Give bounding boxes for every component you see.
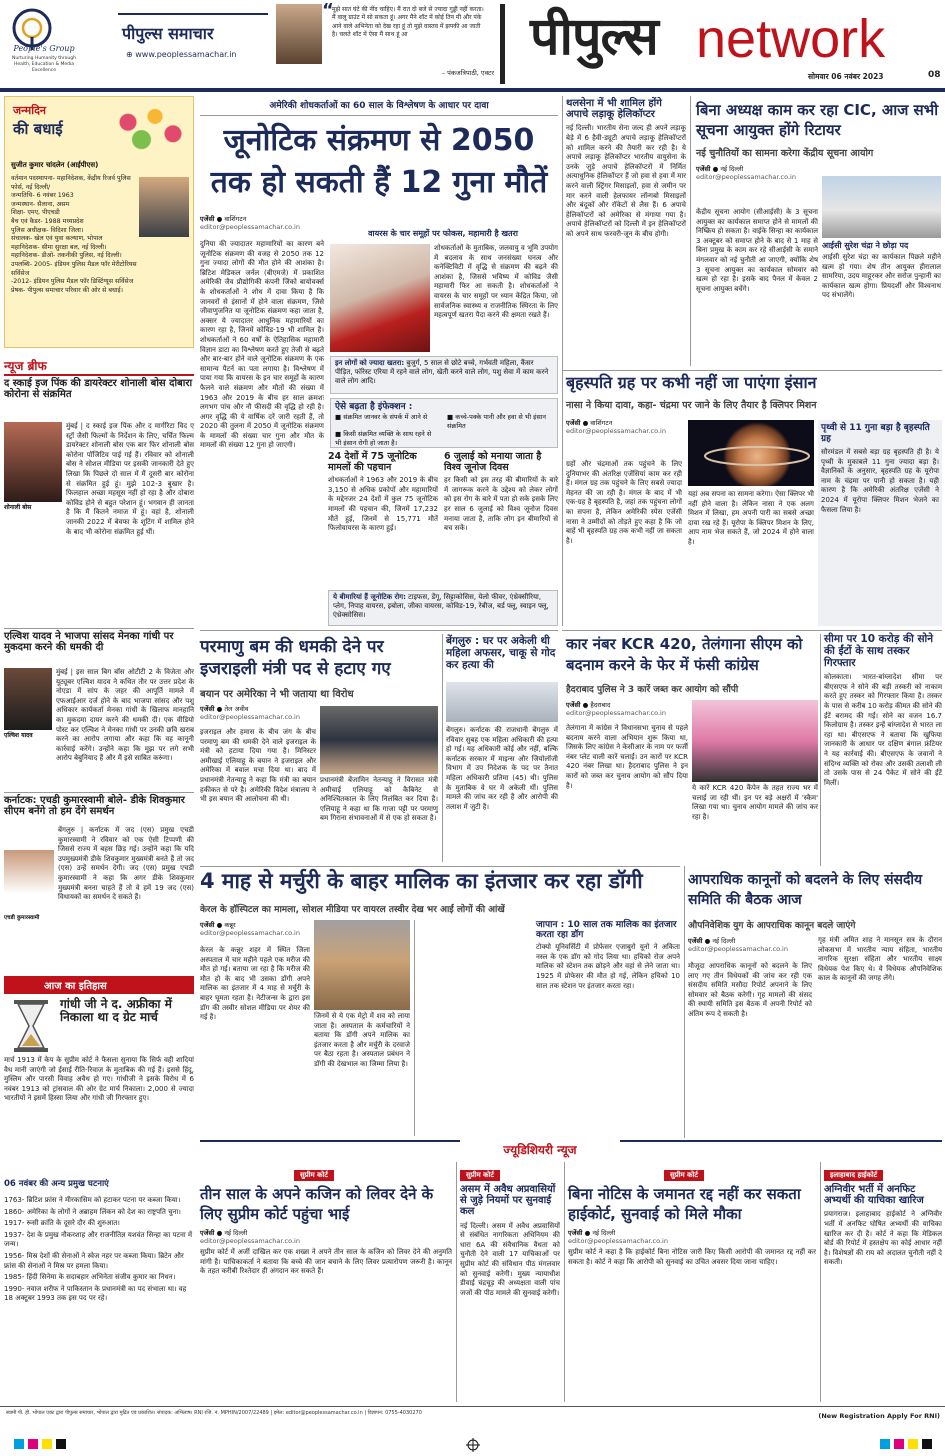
- callout-bullet: ■ कच्चे-पक्के पानी और हवा से भी इंसान संक्रमित: [447, 413, 547, 430]
- masthead-bar: [0, 88, 945, 92]
- birthday-line: संचालक- खेल एवं युवा कल्याण, भोपाल: [11, 235, 103, 243]
- rule: [562, 370, 942, 371]
- birthday-line: महानिदेशक- डीओ- तकनीकी पुलिस, नई दिल्ली।: [11, 252, 122, 260]
- kcr-body-2: ये कारें KCR 420 कैंपेन के तहत राज्य भर में चलाई जा रही थीं। इन पर बड़े अक्षरों में 'स्कैम' लिखा गया था। चुनाव आयोग मामले की जांच कर रहा है।: [692, 784, 818, 821]
- event-item: 1917- रूसी क्रांति के दूसरे दौर की शुरुआत।: [4, 1219, 120, 1228]
- birthday-line: जन्मस्थान- सैलाना, असम: [11, 200, 70, 208]
- lead-body-2: शोधकर्ताओं के मुताबिक, जलवायु व भूमि उपयोग में बदलाव के साथ जनसंख्या घनत्व और कनेक्टिविटी में वृद्धि से संक्रमण की बढ़ने की आशंका है, जिससे भविष्य में कोविड जैसी महामारी फिर आ सकती है। शोधकर्ताओं ने वायरस के चार समूहों पर ध्यान केंद्रित किया, जो सार्वजनिक स्वास्थ्य व राजनीतिक स्थिरता के लिए महत्वपूर्ण खतरा पैदा करने की क्षमता रखते हैं।: [434, 244, 558, 320]
- helicopter-headline: थलसेना में भी शामिल होंगे अपाचे लड़ाकू हेलिकॉप्टर: [566, 98, 662, 121]
- cic-photo-caption: [822, 240, 941, 368]
- color-registration-strip: [0, 1434, 945, 1453]
- jupiter-headline: बृहस्पति ग्रह पर कभी नहीं जा पाएंगा इंसान: [566, 373, 817, 392]
- court-tag: इलाहाबाद हाईकोर्ट: [824, 1170, 883, 1181]
- lead-callout-infection: [330, 398, 558, 448]
- birthday-line: -2012- इंडियन पुलिस मैडल फॉर डिस्टिंग्यूस सर्विसेज: [11, 278, 134, 286]
- event-item: 1990- नवाज शरीफ ने पाकिस्तान के प्रधानमंत्री का पद संभाला था। वह 18 अक्टूबर 1993 तक इस पद पर रहे।: [4, 1284, 187, 1303]
- kcr-body: तेलंगाना में कांग्रेस ने विधानसभा चुनाव से पहले बदनाम करने वाला अभियान शुरू किया था, जिसके लिए कांग्रेस ने केसीआर के नाम पर फर्जी नंबर प्लेट वाली कारें चलाईं। उन कारों पर KCR 420 नंबर लिखा था। हैदराबाद पुलिस ने इन कारों को जब्त कर चुनाव आयोग को सौंप दिया है।: [566, 724, 688, 790]
- footer-rule: [0, 1406, 945, 1407]
- judiciary-label: ज्यूडिशियरी न्यूज: [460, 1140, 620, 1160]
- birthday-box: [4, 96, 194, 348]
- criminal-subhead: औपनिवेशिक युग के आपराधिक कानून बदले जाएंगे: [688, 921, 856, 931]
- brand-site[interactable]: [126, 50, 276, 62]
- yellow-swatch: [908, 1439, 918, 1449]
- rule: [820, 634, 821, 866]
- gold-body: कोलकाता। भारत-बांग्लादेश सीमा पर बीएसएफ ने सोने की बड़ी तस्करी को नाकाम करते हुए तस्कर को गिरफ्तार किया है। तस्कर के पास से करीब 10 करोड़ कीमत की सोने की ईंटें बरामद की गईं। सोने का वजन 16.7 किलोग्राम है। तस्कर इन्हें बांग्लादेश से भारत ला रहा था। बीएसएफ ने बताया कि खुफिया जानकारी के आधार पर दक्षिण बंगाल फ्रंटियर ने यह कार्रवाई की। बीएसएफ के जवानों ने संदिग्ध व्यक्ति को रोका और उसकी तलाशी ली तो उसके पास से 24 पैकेट में सोने की ईंटें मिलीं।: [824, 673, 942, 787]
- black-swatch: [56, 1439, 66, 1449]
- helicopter-body: नई दिल्ली। भारतीय सेना जल्द ही अपने लड़ाकू बेड़े में 6 हैवी-ड्यूटी अपाचे लड़ाकू हेलिकॉप्टरों को शामिल करने की तैयारी कर रही है। ये अपाचे लड़ाकू हेलिकॉप्टर भारतीय वायुसेना के उनके जुड़े अपाचे हेलिकॉप्टरों में निर्मित अत्याधुनिक हेलिकॉप्टर हैं जो हवा से हवा में मार करने वाली स्ट्रिंगर मिसाइलों, हवा से जमीन पर मार करने वाली हेलफायर लॉन्गबो मिसाइलों और बंदूकों और रॉकेटों से लैस हैं। 6 अपाचे हेलिकॉप्टरों को अमेरिका से मंगाया गया है। अपाचे हेलिकॉप्टरों को दिल्ली में इन हेलिकॉप्टरों को अपने साथ फरवरी-जून के बीच होगी।: [566, 124, 686, 238]
- sidebar-body: सौरमंडल में सबसे बड़ा ग्रह बृहस्पति ही है। ये पृथ्वी के मुकाबले 11 गुना ज्यादा बड़ा है। वैज्ञानिकों के अनुसार, बृहस्पति ग्रह के यूरोपा नाम के चंद्रमा पर पानी हो सकता है। यही कारण है कि अमेरिकी अंतरिक्ष एजेंसी ने 2024 में यूरोपा क्लिपर मिशन भेजने का फैसला लिया है।: [821, 448, 939, 514]
- history-label-bar: [4, 976, 194, 994]
- group-name: People's Group: [13, 44, 75, 53]
- lead-body-1: दुनिया की ज्यादातर महामारियों का कारण बने जूनोटिक संक्रमण की वजह से 2050 तक 12 गुना ज्यादा लोगों की मौत होने की आशंका है। ब्रिटिश मेडिकल जर्नल (बीएमजे) में प्रकाशित अमेरिकी जैव प्रौद्योगिकी कंपनी जिंको बायोवर्क्स के शोधकर्ताओं ने शोध में दावा किया है कि जानवरों से इंसानों में होने वाला संक्रमण, जिसे जीवाणुजनित या जूनोटिक संक्रमण कहा जाता है, अक्सर ये ज्यादातर आधुनिक महामारियों का कारण रहा है, जिनमें कोविड-19 भी शामिल है। शोधकर्ताओं ने 60 वर्षों के ऐतिहासिक महामारी विज्ञान डाटा का विश्लेषण करते हुए तेजी से बढ़ते और बार-बार होने वाले जूनोटिक संक्रमण के एक सामान्य पैटर्न का पता लगाया है। विश्लेषण में पाया गया कि वायरस के इन चार समूहों के कारण फैलने वाले संक्रमण और मौतों की संख्या में 1963 और 2019 के बीच हर साल क्रमशः लगभग पांच और नौ फीसदी की वृद्धि हो रही है। अगर वृद्धि की ये वार्षिक दरें जारी रहती हैं, तो 2020 की तुलना में 2050 में जूनोटिक संक्रमण के मामलों की संख्या चार गुना और मौत के मामलों की संख्या 12 गुना हो जाएगी।: [200, 240, 324, 450]
- callout-bullet: ■ किसी संक्रमित व्यक्ति के साथ रहने से भी इंसान रोगी हो जाता है।: [335, 430, 432, 447]
- judiciary-headline: तीन साल के अपने कजिन को लिवर देने के लिए सुप्रीम कोर्ट पहुंचा भाई: [200, 1185, 434, 1223]
- kcr-headline: कार नंबर KCR 420, तेलंगाना सीएम को बदनाम करने के फेर में फंसी कांग्रेस: [566, 635, 803, 674]
- jupiter-sidebar: [818, 420, 942, 626]
- masthead-divider: [500, 4, 505, 84]
- sub-headline: 6 जुलाई को मनाया जाता है विश्व जूनोज दिवस: [444, 451, 542, 473]
- rule: [4, 792, 194, 793]
- brief-photo: [4, 850, 54, 912]
- nuclear-photo: [320, 706, 438, 774]
- jupiter-subhead: नासा ने किया दावा, कहा- चंद्रमा पर जाने के लिए तैयार है क्लिपर मिशन: [566, 400, 817, 411]
- kcr-subhead: हैदराबाद पुलिस ने 3 कारें जब्त कर आयोग को सौंपी: [566, 685, 739, 695]
- lead-sub-2: [444, 452, 558, 588]
- byline-email[interactable]: editor@peoplessamachar.co.in: [566, 709, 666, 717]
- history-box: [4, 996, 194, 1401]
- site-url[interactable]: www.peoplessamachar.in: [135, 50, 237, 59]
- byline-email[interactable]: editor@peoplessamachar.co.in: [568, 1237, 668, 1245]
- lead-photo-label: वायरस के चार समूहों पर फोकस, महामारी है खतरा: [368, 229, 518, 238]
- news-brief-header: [4, 354, 194, 376]
- callout-head: ऐसे बढ़ता है इंफेक्शन :: [335, 402, 413, 412]
- birthday-line: वर्तमान पदस्थापना- महानिदेशक, केंद्रीय रिजर्व पुलिस फोर्स, नई दिल्ली/: [11, 175, 131, 191]
- brief-photo: [4, 668, 52, 730]
- judiciary-body: सुप्रीम कोर्ट ने कहा है कि हाईकोर्ट बिना नोटिस जारी किए किसी आरोपी की जमानत रद्द नहीं कर सकता है। कोर्ट ने कहा कि आरोपी को सुनवाई का उचित अवसर दिया जाना चाहिए।: [568, 1248, 816, 1266]
- dog-byline: एजेंसी ● कन्नूर editor@peoplessamachar.co.in: [200, 920, 310, 942]
- event-item: 1956- मिस्र देशों की सेनाओं ने स्वेज नहर पर कब्जा किया। ब्रिटेन और फ्रांस की सेनाओं ने मिस्र पर हमला किया।: [4, 1251, 184, 1270]
- birthday-line: बैच एवं कैडर- 1988 मध्यप्रदेश: [11, 217, 84, 225]
- cyan-swatch: [880, 1439, 890, 1449]
- disease-list: टाइफस, डेंगू, सिट्टाकोसिस, येलो फीवर, एंथ्रेक्सीरिया, प्लेग, निपाह वायरस, इबोला, जीका वायरस, कोविड-19, रेबीज, बर्ड फ्लू, स्वाइन फ्लू, एंथ्रेक्सोसिस।: [333, 593, 549, 619]
- brief-item-2: [4, 628, 194, 792]
- history-label: आज का इतिहास: [44, 981, 107, 992]
- history-body: मार्च 1913 में केप के सुप्रीम कोर्ट ने फैसला सुनाया कि सिर्फ वही शादियां वैध मानी जाएंगी जो ईसाई रीति-रिवाज के मुताबिक की गई हैं। इससे हिंदू, मुस्लिम और पारसी विवाह अवैध हो गए। गांधीजी ने इसके विरोध में 6 नवंबर 1913 को ट्रांसवाल की ओर ग्रेट मार्च निकाला। 2,000 से ज्यादा भारतीयों ने इसमें हिस्सा लिया और गांधी जी गिरफ्तार हुए।: [4, 1056, 194, 1103]
- criminal-byline: एजेंसी ● नई दिल्ली editor@peoplessamachar.co.in: [688, 936, 812, 958]
- jupiter-photo: [688, 420, 814, 486]
- web-icon: ⊕: [126, 50, 133, 59]
- birthday-line: महानिदेशक- सीमा सुरक्षा बल, नई दिल्ली।: [11, 243, 107, 251]
- lead-photo-lab: [330, 244, 430, 352]
- japan-dog-story: [536, 920, 680, 1136]
- byline-email[interactable]: editor@peoplessamachar.co.in: [566, 427, 666, 435]
- issue-date: सोमवार 06 नवंबर 2023: [808, 72, 884, 81]
- lead-callout-risk: [330, 356, 558, 394]
- nuclear-body-1: इजराइल और हमास के बीच जंग के बीच परमाणु बम की धमकी देने वाले इजराइल के मंत्री को हटाया दिया गया है। मिनिस्टर अमीखाई एलियाहू के बयान ने इजराइल और अमेरिका में बवाल मचा दिया था। बाद में प्रधानमंत्री नेतन्याहू ने कहा कि मंत्री का बयान हकीकत से परे है। अमेरिकी विदेश मंत्रालय ने भी इस बयान की आलोचना की थी।: [200, 728, 316, 804]
- event-item: 1763- ब्रिटिश फ्रांस ने मीरकासिम को हटाकर पटना पर कब्जा किया।: [4, 1196, 181, 1204]
- brief-body-a: मुंबई | द स्काई इज पिंक और द मार्गरिटा विद ए स्ट्रॉ जैसी फिल्मों के निर्देशन के लिए, चर्चित फिल्म डायरेक्टर शोनाली बोस एक बार फिर शोनाली बोस कोरोना पॉजिटिव पाई गई हैं। रविवार को शोनाली बोस ने सोशल मीडिया पर इसकी जानकारी देते हुए लिखा कि पिछले दो साल में मैं दूसरी बार कोरोना से संक्रमित हुई हूं। मुझे 102-3 बुखार है। फिलहाल अच्छा महसूस नहीं हो रहा है और दोबारा कोविड होने से बहुत परेशान हूं। भगवान ही जानता है कि मैं कितने नमाज में हूं। वहां है, शोनाली जानकी 2022 में बेवफा के शूटिंग में शामिल होने के बाद भी कोरोना संक्रमित हुई थीं।: [66, 422, 194, 536]
- black-swatch: [922, 1439, 932, 1449]
- criminal-headline: आपराधिक कानूनों को बदलने के लिए संसदीय समिति की बैठक आज: [688, 872, 923, 908]
- bengaluru-story: [446, 636, 558, 864]
- birthday-photo: [139, 177, 189, 237]
- byline-email[interactable]: editor@peoplessamachar.co.in: [696, 173, 796, 181]
- birthday-details: [11, 175, 137, 345]
- rule: [690, 96, 691, 366]
- callout-bullet: ■ संक्रमित जानवर के संपर्क में आने से: [335, 413, 428, 421]
- caption-body: आईसी सुरेश चंद्रा का कार्यकाल पिछले महीने खत्म हो गया। शेष तीन आयुक्त हीरालाल सामरिया, उदय माहूरकर और सरोज पुन्हानी का कार्यकाल खत्म होगा। प्रियदर्शी और विश्वनाथ पद संभालेंगे।: [822, 253, 941, 300]
- nuclear-body-2: प्रधानमंत्री बेंजामिन नेतन्याहू ने विरासत मंत्री अमीचाई एलियाहू को कैबिनेट से अनिश्चितकाल के लिए निलंबित कर दिया है। एलियाहू ने कहा था कि गाजा पट्टी पर परमाणु बम गिराना संभावनाओं में से एक हो सकता है।: [320, 776, 438, 823]
- court-tag: सुप्रीम कोर्ट: [460, 1170, 500, 1181]
- cic-byline: एजेंसी ● नई दिल्ली editor@peoplessamachar.co.in: [696, 164, 816, 186]
- rule: [200, 630, 558, 631]
- rule: [564, 1162, 565, 1402]
- bengaluru-photo: [446, 682, 558, 722]
- birthday-line: शिक्षा- एमए, पीएचडी: [11, 209, 60, 217]
- masthead: [0, 0, 945, 88]
- quote-mark-icon: “: [322, 0, 334, 21]
- kcr-photo: [692, 700, 818, 782]
- dog-body-1: केरल के कन्नूर शहर में स्थित जिला अस्पताल में चार महीने पहले एक मरीज की मौत हो गई। बताया जा रहा है कि मरीज की मौत हो के बाद भी उसका डॉगी अपने मालिक का इंतजार में 4 माह से मर्चुरी के बाहर घूमता रहता है। नेटीजन्स के द्वारा इस डॉग की तस्वीर सोशल मीडिया पर शेयर की गई है।: [200, 946, 310, 1022]
- byline-email[interactable]: editor@peoplessamachar.co.in: [200, 713, 300, 721]
- brief-body: मुंबई | इस साल बिग बॉस ओटीटी 2 के विजेता और यूट्यूबर एल्विश यादव ने कथित तौर पर उत्तर प्रदेश के नोएडा में सांप के जहर की आपूर्ति मामले में एफआईआर दर्ज होने के बाद भाजपा सांसद और पशु अधिकार कार्यकर्ता मेनका गांधी के खिलाफ मानहानि का मुकदमा दायर करने की धमकी दी। एक वीडियो पोस्ट कर एल्विश ने मेनका गांधी पर उनकी छवि खराब करने का आरोप लगाया और कहा कि वह कानूनी कार्रवाई करेंगे। उन्होंने कहा कि मुझ पर लगे सभी आरोप बेबुनियाद हैं और मैं इसे साबित करूंगा।: [56, 668, 194, 763]
- judiciary-body: प्रयागराज। इलाहाबाद हाईकोर्ट ने अग्निवीर भर्ती में अनफिट घोषित अभ्यर्थी की याचिका खारिज कर दी है। कोर्ट ने कहा कि मेडिकल बोर्ड की रिपोर्ट में हस्तक्षेप का कोई आधार नहीं है। विशेषज्ञों की राय को अदालत चुनौती नहीं दे सकती।: [824, 1210, 942, 1267]
- history-headline: गांधी जी ने द. अफ्रीका में निकाला था द ग्रेट मार्च: [60, 997, 172, 1025]
- brand-name: पीपुल्स समाचार: [122, 24, 214, 43]
- callout-text: बुजुर्ग, 5 साल से छोटे बच्चे, गर्भवती महिला, कैंसर पीड़ित, फॉरेस्ट एरिया में रहने वाले लोग, खेती करने वाले लोग, पशु सेवा में काम करने वाले लोग आदि।: [335, 359, 549, 385]
- judiciary-body: सुप्रीम कोर्ट में अजीं दाखिल कर एक शख्स ने अपने तीन साल के कजिन को लिवर देने की अनुमति मांगी है। याचिकाकर्ता ने बताया कि बच्चे की जान बचाने के लिए लिवर प्रत्यारोपण जरूरी है। कानून के तहत करीबी रिश्तेदार ही अंगदान कर सकते हैं।: [200, 1248, 452, 1276]
- cic-photo: [822, 176, 941, 238]
- brief-item-1: [4, 378, 194, 628]
- news-brief-label: न्यूज ब्रीफ: [4, 359, 47, 373]
- hourglass-icon: [6, 998, 56, 1054]
- birthday-name: सुजीत कुमार चांदलेन (आईपीएस): [11, 161, 99, 169]
- bengaluru-body: बेंगलुरु। कर्नाटक की राजधानी बेंगलुरु में रविवार सुबह एक महिला अधिकारी की हत्या हो गई। यह अधिकारी कोई और नहीं, बल्कि कर्नाटक सरकार में माइन्स और जियोलॉजी विभाग में उप निदेशक के पद पर तैनात महिला अधिकारी प्रतिमा (45) थी। पुलिस के मुताबिक वे घर में अकेली थीं। पुलिस मामले की जांच कर रही है और आरोपी की तलाश में जुटी है।: [446, 726, 558, 811]
- dog-photo: [314, 920, 410, 1010]
- disease-list-box: [328, 590, 558, 626]
- rule: [200, 866, 680, 867]
- judiciary-item-4: [824, 1162, 942, 1402]
- sidebar-head: पृथ्वी से 11 गुना बड़ा है बृहस्पति ग्रह: [821, 423, 930, 444]
- footer-text: स्वामी पी. ही. भोपाल एक्ट द्वारा पीपुल्स समाचार, भोपाल द्वारा मुद्रित एवं प्रकाशित। संपादक: अभिलाष। RNI रजि. नं. MPHIN/2007/22489 | इमेल: editor@peoplessamachar.co.in | विज्ञापन: 0755-4030270: [6, 1410, 422, 1416]
- japan-headline: जापान : 10 साल तक मालिक का इंतजार करता रहा डॉग: [536, 920, 677, 941]
- quote-author-photo: [276, 4, 322, 64]
- brief-headline: द स्काई इज पिंक की डायरेक्टर शोनाली बोस दोबारा कोरोना से संक्रमित: [4, 378, 193, 401]
- brand-rule: [118, 13, 268, 15]
- sub-body: शोधकर्ताओं ने 1963 और 2019 के बीच 3,150 से अधिक प्रकोपों और महामारियों के मद्देनजर 24 देशों में कुल 75 जूनोटिक मामलों की पहचान की, जिनमें 17,232 मौतें हुई, जिनमें से 15,771 मौतें फिलोवायरस के कारण हुई।: [328, 476, 438, 533]
- brief-headline: कर्नाटक: एचडी कुमारस्वामी बोले- डीके शिवकुमार सीएम बनेंगे तो हम देंगे समर्थन: [4, 795, 185, 818]
- judiciary-body: नई दिल्ली। असम में अवैध अप्रवासियों से संबंधित नागरिकता अधिनियम की धारा 6A की संवैधानिक वैधता को चुनौती देने वाली 17 याचिकाओं पर सुप्रीम कोर्ट की संविधान पीठ मंगलवार को सुनवाई करेगी। मुख्य न्यायाधीश डीवाई चंद्रचूड़ की अध्यक्षता वाली पांच जजों की पीठ मामले की सुनवाई करेगी।: [460, 1221, 560, 1297]
- japan-body: टोक्यो यूनिवर्सिटी में प्रोफेसर एजाबुरो यूनो ने अकिता नस्ल के एक डॉग को गोद लिया था। हचिको रोज अपने मालिक को स्टेशन तक छोड़ने और वहां से लेने जाता था। 1925 में प्रोफेसर की मौत हो गई, लेकिन हचिको 10 साल तक स्टेशन पर इंतजार करता रहा।: [536, 943, 680, 990]
- registration-mark-icon: [466, 1437, 480, 1451]
- birthday-line: प्रेषक- पीपुल्स समाचार परिवार की ओर से बधाई।: [11, 286, 123, 294]
- byline-email[interactable]: editor@peoplessamachar.co.in: [200, 1237, 300, 1245]
- brief-photo: [4, 422, 62, 502]
- event-item: 1860- अमेरिका के लोगों ने अब्राहम लिंकन को देश का राष्ट्रपति चुना।: [4, 1207, 181, 1216]
- location-pin-icon: ●: [216, 215, 223, 223]
- lead-sub-1: [328, 452, 438, 588]
- gold-headline: सीमा पर 10 करोड़ की सोने की ईंटों के साथ तस्कर गिरफ्तार: [824, 633, 934, 669]
- lead-kicker: [200, 98, 558, 116]
- birthday-line: उपलब्धि- 2005- इंडियन पुलिस मैडल फॉर मेरीटोरियस सर्विसेज: [11, 260, 137, 277]
- bengaluru-headline: बेंगलुरु : घर पर अकेली थी महिला अफसर, चाकू से गोद कर हत्या की: [446, 635, 556, 671]
- planet-ring-icon: [688, 420, 814, 486]
- judiciary-item-3: सुप्रीम कोर्ट बिना नोटिस के जमानत रद्द नहीं कर सकता हाईकोर्ट, सुनवाई को मिले मौका एजेंसी ● नई दिल्ली editor@peoplessamachar.co.in सुप्रीम कोर्ट ने कहा है कि हाईकोर्ट बिना नोटिस जारी किए किसी आरोपी की जमानत रद्द नहीं कर सकता है। कोर्ट ने कहा कि आरोपी को सुनवाई का उचित अवसर दिया जाना चाहिए।: [568, 1171, 816, 1266]
- cic-subhead: नई चुनौतियों का सामना करेगा केंद्रीय सूचना आयोग: [696, 148, 874, 159]
- footer-rni: (New Registration Apply For RNI): [818, 1412, 940, 1420]
- brief-photo-caption: एल्विश यादव: [4, 732, 33, 739]
- judiciary-headline: बिना नोटिस के जमानत रद्द नहीं कर सकता हाईकोर्ट, सुनवाई को मिले मौका: [568, 1185, 801, 1223]
- dateline: वाशिंगटन: [224, 215, 247, 223]
- rule: [442, 634, 443, 862]
- court-tag: सुप्रीम कोर्ट: [294, 1170, 334, 1181]
- rule: [562, 96, 563, 626]
- sub-headline: 24 देशों में 75 जूनोटिक मामलों की पहचान: [328, 451, 417, 473]
- sub-body: हर किसी को इस तरह की बीमारियों के बारे में जागरूक करने के उद्देश्य को लेकर लोगों को इस रोग के बारे में पता हो सके इसके लिए हर साल 6 जुलाई को विश्व जूनोज दिवस मनाया जाता है, ताकि लोग इन बीमारियों से बच सकें।: [444, 476, 558, 533]
- criminal-body-1: मौजूदा आपराधिक कानूनों को बदलने के लिए लाए गए तीन विधेयकों की जांच कर रही एक संसदीय समिति मसौदा रिपोर्ट अपनाने के लिए सोमवार को बैठक करेगी। गृह मामलों की संसद की स्थायी समिति इस बैठक में अपनी रिपोर्ट को अंतिम रूप दे सकती है।: [688, 962, 812, 1018]
- cyan-swatch: [14, 1439, 24, 1449]
- rule: [4, 628, 194, 629]
- jupiter-byline: एजेंसी ● वाशिंगटन editor@peoplessamachar.co.in: [566, 418, 686, 440]
- group-tagline: Nurturing Humanity through Health, Education & Media Excellence: [12, 56, 76, 73]
- judiciary-headline: असम में अवैध अप्रवासियों से जुड़े नियमों पर सुनवाई कल: [460, 1184, 556, 1218]
- rule: [562, 630, 942, 631]
- callout-head: इन लोगों को ज्यादा खतरा:: [335, 359, 405, 367]
- criminal-body-2: गृह मंत्री अमित शाह ने मानसून सत्र के दौरान लोकसभा में भारतीय न्याय संहिता, भारतीय नागरिक सुरक्षा संहिता और भारतीय साक्ष्य विधेयक पेश किए थे। ये विधेयक औपनिवेशिक काल के कानूनों की जगह लेंगे।: [818, 936, 942, 983]
- cic-headline: बिना अध्यक्ष काम कर रहा CIC, आज सभी सूचना आयुक्त होंगे रिटायर: [696, 101, 939, 139]
- lead-byline: [200, 214, 324, 236]
- dog-body-2: जिनमें से ये एक मेट्रो में शव को लाया जाता है। अस्पताल के कर्मचारियों ने बताया कि डॉगी अपने मालिक का इंतजार करता है और मर्चुरी के दरवाजे पर बैठा रहता है। अस्पताल प्रबंधन ने डॉगी की देखभाल का जिम्मा लिया है।: [314, 1012, 410, 1068]
- birthday-line: जन्मतिथि- 6 नवंबर 1963: [11, 192, 74, 200]
- kcr-byline: एजेंसी ● हैदराबाद editor@peoplessamachar.co.in: [566, 700, 686, 722]
- quote-text: मुझे सात घंटे की नींद चाहिए। मैं रात दो बजे से ज्यादा गुड्डी नहीं करता। मैं वालू ग्राउंट में सो सकता हूं। अगर मैंने शॉट में कोई तिन मी और पंके आने वाले अभिनेता को देख रहा हूं तो मुझे वास्तव में झपकी आ जाती है। चलते शॉट में ऐसा मैं साथ हूं आ: [332, 6, 484, 38]
- birthday-line: पुलिस अधीक्षक- विदिशा जिला।: [11, 226, 84, 234]
- brief-photo-caption: शोनाली बोस: [4, 504, 32, 511]
- nuclear-byline: एजेंसी ● तेल अवीव editor@peoplessamachar.co.in: [200, 704, 316, 726]
- birthday-head1: जन्मदिन: [13, 104, 47, 117]
- judiciary-headline: अग्निवीर भर्ती में अनफिट अभ्यर्थी की याचिका खारिज: [824, 1184, 924, 1207]
- byline-email[interactable]: editor@peoplessamachar.co.in: [200, 223, 300, 231]
- dog-subhead: केरल के हॉस्पिटल का मामला, सोशल मीडिया पर वायरल तस्वीर देख भर आईं लोगों की आंखें: [200, 905, 505, 915]
- judiciary-item-1: सुप्रीम कोर्ट तीन साल के अपने कजिन को लिवर देने के लिए सुप्रीम कोर्ट पहुंचा भाई एजेंसी ● नई दिल्ली editor@peoplessamachar.co.in सुप्रीम कोर्ट में अजीं दाखिल कर एक शख्स ने अपने तीन साल के कजिन को लिवर देने की अनुमति मांगी है। याचिकाकर्ता ने बताया कि बच्चे की जान बचाने के लिए लिवर प्रत्यारोपण जरूरी है। कानून के तहत करीबी रिश्तेदार ही अंगदान कर सकते हैं।: [200, 1171, 452, 1276]
- event-item: 1937- देश के प्रमुख नौकरशाह और राजनीतिज्ञ यशवंत सिन्हा का पटना में जन्म।: [4, 1230, 193, 1249]
- rule: [820, 1162, 821, 1402]
- jupiter-body-2: यहां अब सपना का सामना करेगा। ऐसा क्लिपर भी नहीं होने वाला है। लेकिन नासा ने एक अलग मिशन में लिखा, हम अपनी पारी का सबसे अच्छा दावा रख रहे हैं। यूरोपा के क्लिपर मिशन के लिए, आप नाम भेज सकते हैं, जो 2024 में होने वाला है।: [688, 490, 814, 546]
- jupiter-body: ग्रहों और चंद्रमाओं तक पहुंचने के लिए दुनियाभर की अंतरिक्ष एजेंसियां काम कर रही हैं। मंगल ग्रह तक पहुंचने के लिए सबसे ज्यादा मेहनत की जा रही है। मंगल के बाद में भी एक-ग्रह है बृहस्पति है, जहां तक पहुंचना लोगों का सपना है, लेकिन अमेरिकी स्पेस एजेंसी नासा ने उम्मीदों को तोड़ते हुए कहा है कि जो बाहें भी बृहस्पति ग्रह तक कभी नहीं जा सकता है।: [566, 460, 682, 545]
- nuclear-headline: परमाणु बम की धमकी देने पर इजराइली मंत्री पद से हटाए गए: [200, 637, 391, 679]
- cic-body: केंद्रीय सूचना आयोग (सीआईसी) के 3 सूचना आयुक्त का कार्यकाल समाप्त होने से मामलों की निष्क्रिय हो सकता है। वाईके सिन्हा का कार्यकाल 3 अक्टूबर को समाप्त होने के बाद से 1 माह से बिना प्रमुख के काम कर रहे सीआईसी के समाने मंगलवार को नई चुनौती आ जाएगी, क्योंकि शेष 3 सूचना आयुक्त का कार्यकाल सोमवार को खत्म हो रहा है। इसके बाद पैनल में केवल 2 सूचना आयुक्त बचेंगे।: [696, 208, 818, 293]
- flowers-decoration: [101, 99, 191, 157]
- yellow-swatch: [42, 1439, 52, 1449]
- title-network: network: [696, 9, 886, 69]
- helicopter-story: [566, 98, 686, 368]
- dog-body-3: [414, 920, 532, 1136]
- brief-body: बेंगलुरु | कर्नाटक में जद (एस) प्रमुख एचडी कुमारस्वामी ने रविवार को एक ऐसी टिप्पणी की जिससे राज्य में बहस छिड़ गई। उन्होंने कहा कि यदि उपमुख्यमंत्री डीके शिवकुमार मुख्यमंत्री बनते हैं तो जद (एस) उन्हें समर्थन देगी। जद (एस) प्रमुख एचडी कुमारस्वामी ने कहा कि अगर डीके शिवकुमार मुख्यमंत्री बनना चाहते हैं तो वे हमें 19 जद (एस) विधायकों का समर्थन दे सकते हैं।: [58, 826, 194, 902]
- title-hindi: पीपुल्स: [530, 7, 658, 67]
- history-events: [4, 1196, 194, 1401]
- judiciary-item-2: [460, 1162, 560, 1402]
- byline-email[interactable]: editor@peoplessamachar.co.in: [688, 945, 788, 953]
- brief-headline: एल्विश यादव ने भाजपा सांसद मेनका गांधी पर मुकदमा करने की धमकी दी: [4, 631, 174, 654]
- quote-author: – पंकजत्रिपाठी, एक्टर: [441, 69, 494, 77]
- rule: [456, 1162, 457, 1402]
- gold-story: [824, 634, 942, 866]
- court-tag: सुप्रीम कोर्ट: [664, 1170, 704, 1181]
- page-number: 08: [928, 70, 941, 80]
- agency: एजेंसी: [200, 215, 215, 223]
- brief-photo-caption: एचडी कुमारस्वामी: [4, 915, 40, 921]
- lead-headline: जूनोटिक संक्रमण से 2050 तक हो सकती हैं 12 गुना मौतें: [210, 123, 548, 200]
- brief-item-3: [4, 792, 194, 972]
- magenta-swatch: [28, 1439, 38, 1449]
- birthday-head2: की बधाई: [13, 120, 63, 138]
- dog-headline: 4 माह से मर्चुरी के बाहर मालिक का इंतजार कर रहा डॉगी: [200, 869, 643, 893]
- magenta-swatch: [894, 1439, 904, 1449]
- disease-head: ये बीमारियां हैं जूनोटिक रोग:: [333, 593, 406, 601]
- nuclear-subhead: बयान पर अमेरिका ने भी जताया था विरोध: [200, 689, 354, 700]
- lead-kicker-text: अमेरिकी शोधकर्ताओं का 60 साल के विश्लेषण के आधार पर दावा: [269, 101, 489, 111]
- history-subhead: 06 नवंबर की अन्य प्रमुख घटनाएं: [4, 1179, 109, 1189]
- event-item: 1985- हिंदी सिनेमा के सदाबहार अभिनेता संजीव कुमार का निधन।: [4, 1273, 176, 1282]
- byline-email[interactable]: editor@peoplessamachar.co.in: [200, 929, 300, 937]
- brief-body-b: [4, 518, 194, 628]
- news-brief-rule: [4, 374, 194, 376]
- rule: [684, 866, 685, 1138]
- caption-head: आईसी सुरेश चंद्रा ने छोड़ा पद: [822, 241, 909, 250]
